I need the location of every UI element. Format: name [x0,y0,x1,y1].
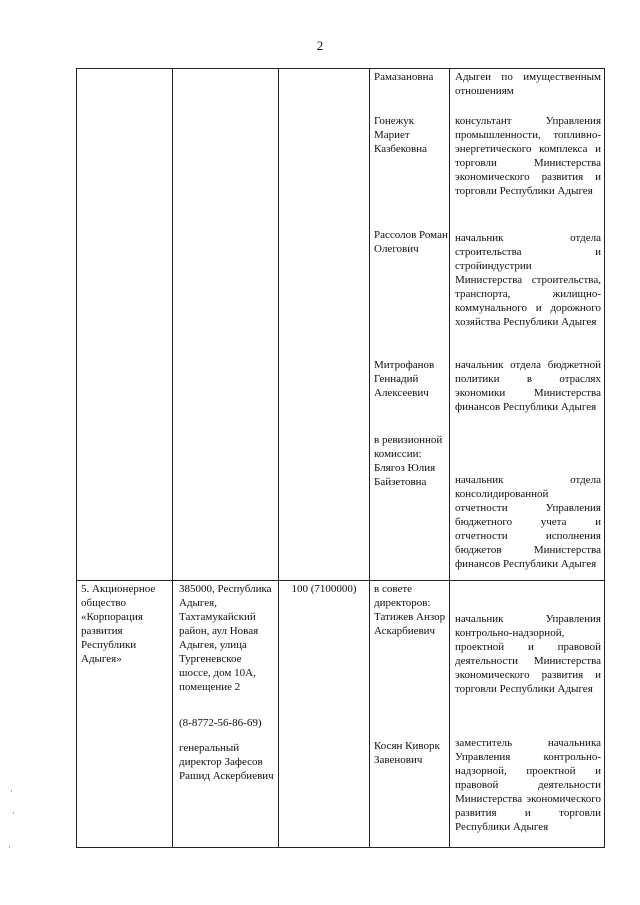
margin-mark: · [12,808,15,818]
audit-commission-member: в ревизионной комиссии: Блягоз Юлия Байзетовна [374,434,443,488]
member-position: начальник отдела строительства и стройиндустрии Министерства строительства, транспорта, жилищно-коммунального и дорожного хозяйства Республики Адыгея [455,232,601,328]
table-border-right [604,68,605,848]
member-position: начальник отдела консолидированной отчетности Управления бюджетного учета и отчетности исполнения бюджетов Министерства финансов Республики Адыгея [455,474,601,570]
member-position: начальник Управления контрольно-надзорной, проектной и правовой деятельности Министерства экономического развития и торговли Республики Адыгея [455,613,601,695]
organization-share: 100 (7100000) [291,583,357,595]
margin-mark: · [8,842,11,852]
member-name: Митрофанов Геннадий Алексеевич [374,359,435,399]
row-divider [76,580,605,581]
column-divider [172,68,173,848]
margin-mark: · [10,786,13,796]
member-position: начальник отдела бюджетной политики в отраслях экономики Министерства финансов Республики Адыгея [455,359,601,413]
organization-address: 385000, Республика Адыгея, Тахтамукайский район, аул Новая Адыгея, улица Тургеневское шоссе, дом 10А, помещение 2 [179,583,272,693]
member-name: Гонежук Мариет Казбековна [374,115,428,155]
member-position: консультант Управления промышленности, топливно-энергетического комплекса и торговли Министерства экономического развития и торговли Республики Адыгея [455,115,601,197]
organization-name: 5. Акционерное общество «Корпорация развития Республики Адыгея» [81,583,156,665]
page-number: 2 [316,38,324,53]
member-position: Адыгеи по имущественным отношениям [455,71,601,97]
column-divider [369,68,370,848]
member-position: заместитель начальника Управления контрольно-надзорной, проектной и правовой деятельности Министерства экономического развития и торговли Республики Адыгея [455,737,601,833]
organization-director: генеральный директор Зафесов Рашид Аскербиевич [179,742,274,782]
table-border-bottom [76,847,605,848]
table-border-top [76,68,605,69]
organization-phone: (8-8772-56-86-69) [179,717,262,729]
column-divider [449,68,450,848]
member-name: Татижев Анзор Аскарбиевич [374,611,446,637]
organizations-table [76,68,605,848]
column-divider [278,68,279,848]
table-border-left [76,68,77,848]
board-label: в совете директоров: [374,583,431,609]
member-name: Рамазановна [374,71,434,83]
member-name: Косян Киворк Завенович [374,740,440,766]
member-name: Рассолов Роман Олегович [374,229,448,255]
